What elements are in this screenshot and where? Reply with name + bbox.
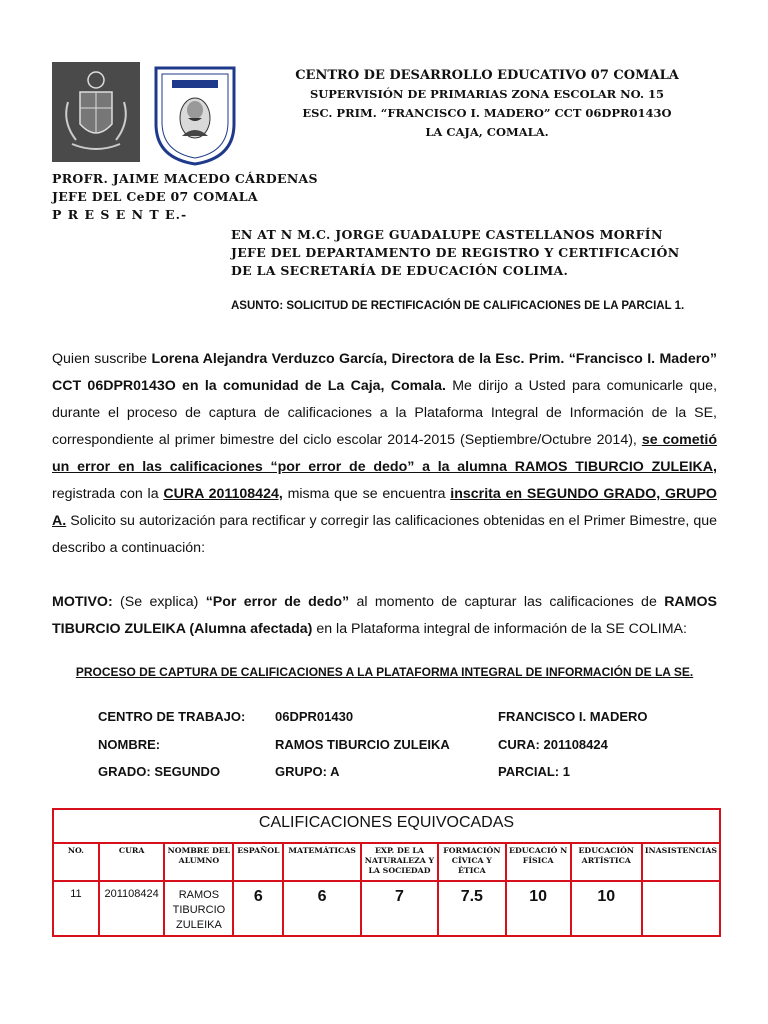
cell-math: 6: [283, 881, 361, 936]
info-grade: GRADO: SEGUNDO: [98, 764, 221, 779]
table-title: CALIFICACIONES EQUIVOCADAS: [53, 809, 720, 843]
header-title: CENTRO DE DESARROLLO EDUCATIVO 07 COMALA: [295, 68, 679, 83]
university-coat-of-arms-logo: [52, 62, 140, 162]
school-seal-logo: [150, 62, 240, 166]
p1-context: Me dirijo a Usted para comunicarle que, durante el proceso de captura de calificaciones a la Plataforma Integral de Información de la SE, correspondiente al primer bimestre del ciclo escolar 2014-2015 (Septiembre/Octubre 2014),: [52, 378, 718, 448]
process-title: PROCESO DE CAPTURA DE CALIFICACIONES A LA PLATAFORMA INTEGRAL DE INFORMACIÓN DE LA SE.: [75, 665, 694, 679]
header-supervision: SUPERVISIÓN DE PRIMARIAS ZONA ESCOLAR NO. 15: [309, 87, 665, 101]
table-row: [53, 881, 720, 936]
subject-line: ASUNTO: SOLICITUD DE RECTIFICACIÓN DE CALIFICACIONES DE LA PARCIAL 1.: [231, 300, 685, 312]
p2-reason: “Por error de dedo”: [205, 594, 350, 610]
header-absences: INASISTENCIAS: [642, 843, 720, 881]
info-partial: PARCIAL: 1: [498, 764, 570, 779]
cell-nature-society: 7: [361, 881, 438, 936]
table-header-row: [53, 843, 720, 881]
p2-student: RAMOS TIBURCIO ZULEIKA (Alumna afectada): [52, 594, 717, 637]
wrong-grades-table: [52, 808, 721, 937]
p1-intro: Quien suscribe: [52, 351, 152, 367]
table-title-row: [53, 809, 720, 843]
attention-department: JEFE DEL DEPARTAMENTO DE REGISTRO Y CERTIFICACIÓN: [231, 245, 680, 260]
p1-error-statement: se cometió un error en las calificaciones “por error de dedo” a la alumna RAMOS TIBURCIO ZULEIKA,: [52, 432, 717, 475]
body-paragraph-1: [52, 346, 717, 562]
header-spanish: ESPAÑOL: [233, 843, 283, 881]
info-name-value: RAMOS TIBURCIO ZULEIKA: [275, 737, 450, 752]
addressee-presente: P R E S E N T E.-: [52, 207, 188, 222]
cell-no: 11: [53, 881, 99, 936]
p1-found: misma que se encuentra: [282, 486, 451, 502]
info-work-center-value: 06DPR01430: [275, 709, 354, 724]
header-civic-ethics: FORMACIÓN CÍVICA Y ÉTICA: [438, 843, 506, 881]
attention-name: EN AT N M.C. JORGE GUADALUPE CASTELLANOS MORFÍN: [231, 227, 663, 242]
info-name-label: NOMBRE:: [98, 737, 161, 752]
cell-civic-ethics: 7.5: [438, 881, 506, 936]
p1-request: Solicito su autorización para rectificar y corregir las calificaciones obtenidas en el Primer Bimestre, que describo a continuación:: [52, 513, 717, 556]
addressee-title: JEFE DEL CeDE 07 COMALA: [52, 189, 258, 204]
p1-grade-group: inscrita en SEGUNDO GRADO, GRUPO A.: [52, 486, 717, 529]
p2-moment: al momento de capturar las calificaciones de: [349, 594, 665, 610]
p2-platform: en la Plataforma integral de información de la SE COLIMA:: [312, 621, 687, 637]
header-cura: CURA: [99, 843, 165, 881]
p1-cura: CURA 201108424,: [163, 486, 283, 502]
cell-art-education: 10: [571, 881, 642, 936]
cell-cura: 201108424: [99, 881, 165, 936]
body-paragraph-motivo: [52, 589, 717, 643]
info-work-center-label: CENTRO DE TRABAJO:: [98, 709, 246, 724]
header-student-name: NOMBRE DEL ALUMNO: [164, 843, 233, 881]
info-cura: CURA: 201108424: [498, 737, 608, 752]
header-art-education: EDUCACIÓN ARTÍSTICA: [571, 843, 642, 881]
header-nature-society: EXP. DE LA NATURALEZA Y LA SOCIEDAD: [361, 843, 438, 881]
addressee-name: PROFR. JAIME MACEDO CÁRDENAS: [52, 171, 318, 186]
info-group: GRUPO: A: [275, 764, 340, 779]
p1-signer: Lorena Alejandra Verduzco García, Directora de la Esc. Prim. “Francisco I. Madero” CCT 06DPR0143O en la comunidad de La Caja, Comala.: [52, 351, 718, 394]
attention-secretaria: DE LA SECRETARÍA DE EDUCACIÓN COLIMA.: [231, 263, 569, 278]
header-physical-education: EDUCACIÓ N FÍSICA: [506, 843, 571, 881]
cell-physical-education: 10: [506, 881, 571, 936]
header-school: ESC. PRIM. “FRANCISCO I. MADERO” CCT 06DPR0143O: [302, 106, 672, 120]
header-no: NO.: [53, 843, 99, 881]
header-math: MATEMÁTICAS: [283, 843, 361, 881]
cell-student-name: RAMOS TIBURCIO ZULEIKA: [164, 881, 233, 936]
info-school-name: FRANCISCO I. MADERO: [498, 709, 648, 724]
header-location: LA CAJA, COMALA.: [425, 125, 549, 139]
p2-motivo-label: MOTIVO:: [52, 594, 113, 610]
p2-explained: (Se explica): [112, 594, 206, 610]
p1-registered: registrada con la: [52, 486, 164, 502]
cell-spanish: 6: [233, 881, 283, 936]
cell-absences: [642, 881, 720, 936]
